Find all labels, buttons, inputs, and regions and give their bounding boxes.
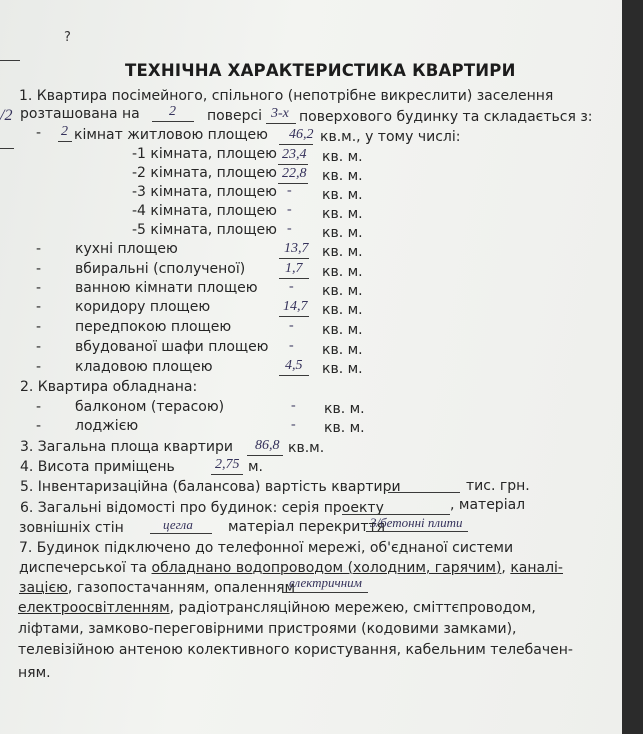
area-value: - bbox=[289, 279, 294, 294]
area-value-underline bbox=[279, 375, 309, 376]
area-label: передпокою площею bbox=[75, 319, 232, 335]
rooms-area: 46,2 bbox=[289, 127, 314, 142]
rooms-area-underline bbox=[279, 144, 313, 145]
rooms-count: 2 bbox=[61, 124, 68, 139]
area-value: 13,7 bbox=[284, 241, 309, 256]
s7-l2c: , bbox=[501, 560, 511, 576]
s7-sewer2: зацією bbox=[19, 580, 68, 596]
s1-line2a: розташована на bbox=[20, 106, 140, 122]
s5-unit: тис. грн. bbox=[466, 478, 530, 494]
s7-l2 bbox=[19, 560, 563, 576]
area-value: - bbox=[289, 318, 294, 333]
heating-underline bbox=[282, 592, 368, 593]
s5-label: 5. Інвентаризаційна (балансова) вартість квартири bbox=[20, 479, 401, 495]
area-label: вбиральні (сполученої) bbox=[75, 261, 246, 277]
room-value-underline bbox=[278, 164, 308, 165]
room-label: -5 кімната, площею bbox=[132, 222, 277, 238]
document-title: ТЕХНІЧНА ХАРАКТЕРИСТИКА КВАРТИРИ bbox=[125, 61, 516, 80]
s1-line1: 1. Квартира посімейного, спільного (непотрібне викреслити) заселення bbox=[19, 88, 554, 104]
area-label: коридору площею bbox=[75, 299, 211, 315]
s2-dash: - bbox=[36, 399, 42, 415]
s6-d: матеріал перекриття bbox=[228, 519, 386, 535]
s2-label: лоджією bbox=[75, 418, 139, 434]
s7-l4b: , радіотрансляційною мережею, сміттєпроводом, bbox=[169, 600, 536, 616]
room-label: -2 кімната, площею bbox=[132, 165, 277, 181]
ceiling-underline bbox=[366, 531, 468, 532]
area-value: - bbox=[289, 338, 294, 353]
area-value: 1,7 bbox=[285, 261, 303, 276]
rooms-count-underline bbox=[58, 141, 72, 142]
s6-b: , матеріал bbox=[450, 497, 526, 513]
s7-l7: ням. bbox=[18, 665, 51, 681]
room-value: - bbox=[287, 202, 292, 217]
value-blank bbox=[388, 492, 460, 493]
area-value: 4,5 bbox=[285, 358, 303, 373]
room-unit: кв. м. bbox=[322, 206, 363, 222]
s6-a: 6. Загальні відомості про будинок: серія проекту bbox=[20, 500, 384, 516]
total-area-underline bbox=[247, 455, 283, 456]
s2-dash: - bbox=[36, 418, 42, 434]
area-dash: - bbox=[36, 241, 42, 257]
area-value-underline bbox=[279, 316, 309, 317]
s7-electric: електроосвітленням bbox=[18, 600, 170, 616]
area-label: вбудованої шафи площею bbox=[75, 339, 269, 355]
area-value: 14,7 bbox=[283, 299, 308, 314]
floor-value: 2 bbox=[169, 104, 176, 119]
room-value: 22,8 bbox=[282, 166, 307, 181]
ceiling-material: 3/бетонні плити bbox=[370, 515, 463, 530]
area-unit: кв. м. bbox=[322, 244, 363, 260]
rooms-prefix: - bbox=[36, 125, 42, 141]
area-dash: - bbox=[36, 359, 42, 375]
total-area: 86,8 bbox=[255, 438, 280, 453]
area-unit: кв. м. bbox=[322, 342, 363, 358]
rooms-suffix: кв.м., у тому числі: bbox=[320, 129, 461, 145]
room-value: 23,4 bbox=[282, 147, 307, 162]
walls-material: цегла bbox=[163, 517, 193, 532]
s1-line2c: поверхового будинку та складається з: bbox=[299, 109, 593, 125]
s4-unit: м. bbox=[248, 459, 264, 475]
margin-mark: ? bbox=[64, 30, 71, 45]
area-unit: кв. м. bbox=[322, 264, 363, 280]
s4-label: 4. Висота приміщень bbox=[20, 459, 175, 475]
s2-unit: кв. м. bbox=[324, 401, 365, 417]
s7-water: обладнано водопроводом (холодним, гарячим) bbox=[151, 560, 502, 576]
storeys-value: 3-х bbox=[271, 106, 289, 121]
room-value: - bbox=[287, 183, 292, 198]
margin-line bbox=[0, 148, 14, 149]
s6-c: зовнішніх стін bbox=[19, 520, 124, 536]
heating-type: електричним bbox=[289, 575, 362, 590]
area-dash: - bbox=[36, 280, 42, 296]
room-unit: кв. м. bbox=[322, 149, 363, 165]
s7-l1: 7. Будинок підключено до телефонної мережі, об'єднаної системи bbox=[19, 540, 514, 556]
area-value-underline bbox=[279, 278, 309, 279]
area-dash: - bbox=[36, 339, 42, 355]
s2-label: балконом (терасою) bbox=[75, 399, 225, 415]
margin-note: /2 bbox=[0, 107, 13, 124]
s2-unit: кв. м. bbox=[324, 420, 365, 436]
margin-line bbox=[0, 60, 20, 61]
area-dash: - bbox=[36, 299, 42, 315]
area-dash: - bbox=[36, 261, 42, 277]
room-unit: кв. м. bbox=[322, 168, 363, 184]
area-unit: кв. м. bbox=[322, 283, 363, 299]
room-value: - bbox=[287, 221, 292, 236]
s2-value: - bbox=[291, 417, 296, 432]
room-label: -1 кімната, площею bbox=[132, 146, 277, 162]
s1-line2b: поверсі bbox=[207, 108, 263, 124]
area-unit: кв. м. bbox=[322, 322, 363, 338]
height-underline bbox=[211, 474, 243, 475]
rooms-text: кімнат житловою площею bbox=[74, 127, 268, 143]
area-label: ванною кімнати площею bbox=[75, 280, 258, 296]
area-unit: кв. м. bbox=[322, 361, 363, 377]
s7-l4 bbox=[18, 600, 536, 616]
walls-underline bbox=[150, 533, 212, 534]
storeys-underline bbox=[266, 123, 296, 124]
area-label: кухні площею bbox=[75, 241, 178, 257]
s2-value: - bbox=[291, 398, 296, 413]
room-label: -3 кімната, площею bbox=[132, 184, 277, 200]
floor-underline bbox=[152, 121, 194, 122]
ceiling-height: 2,75 bbox=[215, 457, 240, 472]
room-unit: кв. м. bbox=[322, 225, 363, 241]
area-value-underline bbox=[279, 258, 309, 259]
area-label: кладовою площею bbox=[75, 359, 213, 375]
s7-l3b: , газопостачанням, опаленням bbox=[67, 580, 296, 596]
s7-l3 bbox=[19, 580, 295, 596]
area-dash: - bbox=[36, 319, 42, 335]
s7-l5: ліфтами, замково-переговірними пристроями (кодовими замками), bbox=[18, 621, 517, 637]
room-label: -4 кімната, площею bbox=[132, 203, 277, 219]
room-value-underline bbox=[278, 183, 308, 184]
s3-label: 3. Загальна площа квартири bbox=[20, 439, 233, 455]
s7-l2a: диспечерської та bbox=[19, 560, 152, 576]
s2-heading: 2. Квартира обладнана: bbox=[20, 379, 198, 395]
s7-l6: телевізійною антеною колективного користування, кабельним телебачен- bbox=[18, 642, 573, 658]
s7-sewer: каналі- bbox=[510, 560, 563, 576]
area-unit: кв. м. bbox=[322, 302, 363, 318]
s3-unit: кв.м. bbox=[288, 440, 325, 456]
room-unit: кв. м. bbox=[322, 187, 363, 203]
